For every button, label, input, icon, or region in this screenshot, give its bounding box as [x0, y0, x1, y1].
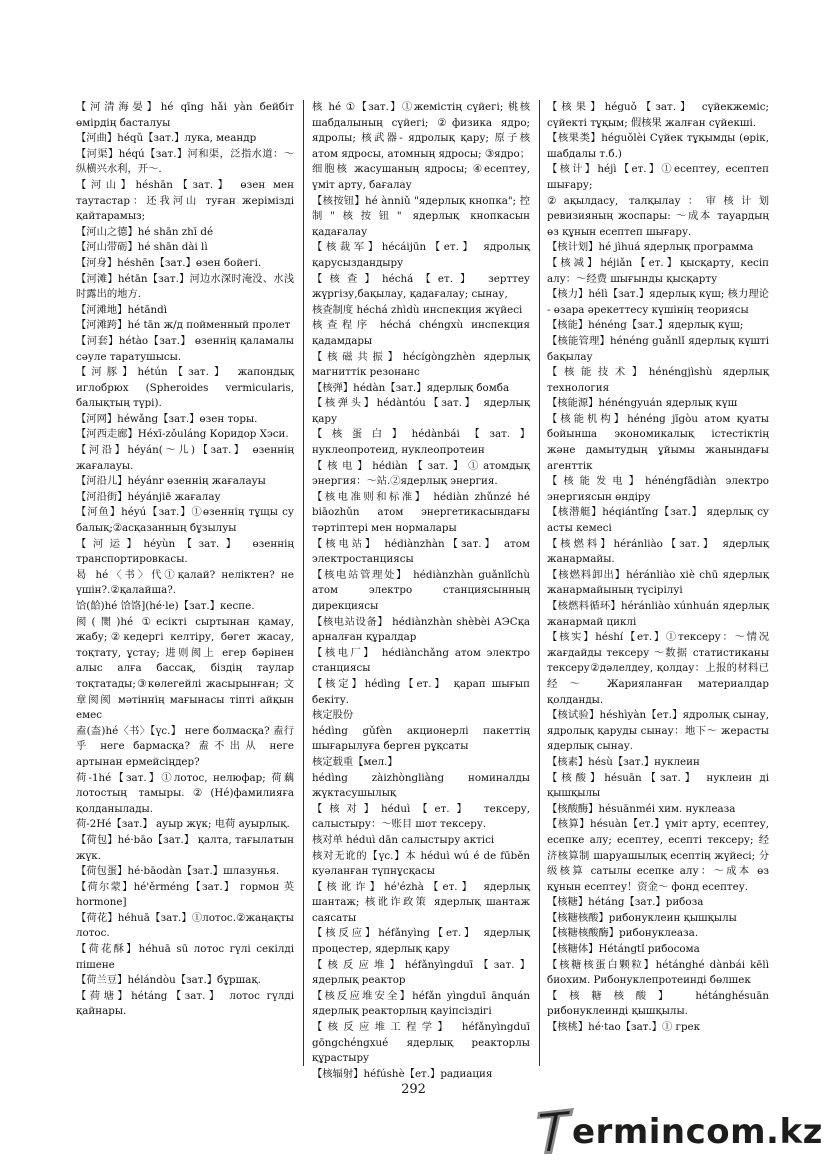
- dictionary-entry: 【核酸酶】hésuānméi хим. нуклеаза: [547, 802, 736, 815]
- dictionary-entry: 【核果类】héguǒlèi Сүйек тұқымды (өрік, шабдалы т.б.): [547, 132, 769, 160]
- dictionary-entry: 【核裁军】hécáijūn【ет.】 ядролық қарусыздандыру: [312, 241, 530, 269]
- dictionary-entry: 【核反应堆工程学】 héfǎnyìngduī gōngchéngxué ядерлық реакторлы құрастыру: [312, 1021, 530, 1065]
- dictionary-entry: 饸(餄)hé 饸饹](hé·le)【зат.】кеспе.: [76, 600, 255, 612]
- dictionary-entry: 阂(閡)hé ①есікті сыртынан қамау, жабу;②кедергі келтіру, бөгет жасау, тоқтату, ұстау; 进则阂上 егер бәрінен алыс алға бассақ, біздің таулар тоқтатады;③көлегейлі жасырынған; 文章阂阂 мәтіннің мағынасы тіпті айқын емес: [76, 615, 294, 722]
- dictionary-entry: 【核计】héjì【ет.】①есептеу, есептеп шығару;: [547, 163, 769, 191]
- dictionary-entry: 曷 hé〈书〉代①қалай? неліктен? не үшін?.②қалайша?.: [76, 568, 294, 597]
- dictionary-entry: 【核果】héguǒ【зат.】 сүйекжеміс; сүйекті тұқым; 假核果 жалған сүйекші.: [547, 101, 769, 129]
- dictionary-entry: 【核弹头】hédàntóu【зат.】 ядерлық қару: [312, 397, 530, 425]
- dictionary-entry: 核 hé ①【зат.】①жемістің сүйегі; 桃核 шабдалының сүйегі; ②физика ядро; ядролы; 核武器- ядролық қару; 原子核 атом ядросы, атомның ядросы; ③ядро；细胞核 жасушаның ядросы; ④есептеу, үміт арту, бағалау: [312, 101, 530, 191]
- dictionary-entry: 【核反应堆安全】héfǎn yìngduī ānquán ядерлық реакторлың қауіпсіздігі: [312, 989, 530, 1018]
- dictionary-entry: 核查制度 héchá zhìdù инспекция жүйесі: [312, 303, 523, 316]
- dictionary-entry: 荷-2Hé【зат.】 ауыр жүк; 电荷 ауырлық.: [76, 818, 290, 831]
- dictionary-entry: 【核电站】 hédiànzhàn【зат.】 атом электростанциясы: [312, 537, 530, 566]
- entry-list: [76, 100, 294, 1020]
- dictionary-entry: 【核减】héjiǎn【ет.】қысқарту, кесіп алу：～经费 шығынды қысқарту: [547, 256, 769, 285]
- dictionary-entry: 【河山之德】hé shān zhī dé: [76, 225, 214, 238]
- dictionary-entry: 【荷包】hé·bāo【зат.】 қалта, тағылатын жүк.: [76, 833, 294, 862]
- column-right: [547, 100, 769, 1068]
- dictionary-entry: 【核能机构】hénéng jīgòu атом қуаты бойынша экономикалық істестіктің және дамытудың ұйымы жанындағы агенттік: [547, 412, 769, 472]
- column-divider: [303, 100, 304, 1066]
- dictionary-entry: 【核燃料卸出】héránliào xiè chū ядерлық жанармайының түсірілуі: [547, 568, 769, 597]
- dictionary-entry: 【核实】héshí【ет.】①тексеру：～情况 жағдайды тексеру ～数据 статистиканы тексеру②дәлелдеу, қолдау：上报的材料已经～ Жарияланған материалдар қолданды.: [547, 631, 769, 706]
- entry-list: [312, 100, 530, 1082]
- dictionary-entry: 【河山】héshān【зат.】 өзен мен таутастар：还我河山 туған жерімізді қайтарамыз;: [76, 178, 294, 223]
- page-number: 292: [401, 1082, 426, 1097]
- dictionary-entry: 核对无讹的【үс.】本 héduì wú é de fūběn куәланған түпнұсқасы: [312, 849, 530, 878]
- dictionary-entry: 【河山带砺】hé shān dài lì: [76, 241, 208, 254]
- dictionary-entry: 核定股份: [312, 709, 354, 722]
- dictionary-entry: 【荷花】héhuā【зат.】①лотос.②жаңақты лотос.: [76, 911, 294, 940]
- dictionary-entry: 【荷尔蒙】hé'ěrméng【зат.】 гормон 英 hormone]: [76, 880, 294, 909]
- dictionary-entry: 【河鱼】héyú【зат.】①өзеннің тұщы су балық;②асқазанның бұзылуы: [76, 506, 294, 535]
- dictionary-entry: 【核计划】hé jìhuá ядерлық программа: [547, 241, 754, 254]
- dictionary-entry: 【核潜艇】héqiántǐng【зат.】 ядерлық су асты кемесі: [547, 506, 769, 535]
- dictionary-entry: hédìng gǔfèn акционерлі пакеттің шығарылуға берген рұқсаты: [312, 724, 530, 753]
- dictionary-entry: 【核燃料循环】héránliào xúnhuán ядерлық жанармай циклі: [547, 600, 769, 628]
- dictionary-entry: 【荷兰豆】hélándòu【зат.】бұршақ.: [76, 974, 261, 987]
- dictionary-entry: 【核糖核酸】 hétánghésuān рибонуклеинді қышқылы.: [547, 989, 769, 1018]
- dictionary-entry: 【核素】hésù【зат.】нуклеин: [547, 755, 700, 768]
- dictionary-entry: 【荷包蛋】hé·bāodàn【зат.】шлазунья.: [76, 865, 280, 878]
- dictionary-entry: 【河滩】hétān【зат.】河边水深时淹没、水浅时露出的地方.: [76, 272, 294, 301]
- dictionary-entry: 【核电准则和标准】 hédiàn zhǔnzé hé biāozhǔn атом энергетикасындағы тәртіптері мен нормалары: [312, 490, 530, 535]
- dictionary-entry: 【核讹诈】hé'ézhà【ет.】 ядерлық шантаж; 核讹诈政策 ядерлық шантаж саясаты: [312, 880, 530, 924]
- dictionary-entry: 【核糖核蛋白颗粒】hétánghé dànbái kēlì биохим. Рибонуклепротеиндi бөлшек: [547, 958, 769, 987]
- dictionary-entry: 【核定】hédìng【ет.】 қарап шығып бекіту.: [312, 677, 530, 706]
- column-left: [76, 100, 294, 1068]
- dictionary-entry: 【核按钮】hé ànniǔ "ядерлық кнопка"; 控制"核按钮" ядерлық кнопкасын қадағалау: [312, 194, 530, 238]
- logo-text: ermincom.kz: [572, 1112, 823, 1152]
- dictionary-entry: 【河曲】héqǔ【зат.】лука, меандр: [76, 132, 257, 145]
- dictionary-entry: 核查程序 héchá chéngxù инспекция қадамдары: [312, 319, 530, 347]
- dictionary-entry: 【河滩地】hétāndì: [76, 303, 168, 316]
- dictionary-entry: 【核试验】héshìyàn【ет.】ядролық сынау, ядролық қаруды сынау：地下～ жерасты ядерлық сынау.: [547, 709, 769, 753]
- dictionary-entry: 【核糖体】Hétángtǐ рибосома: [547, 943, 700, 956]
- dictionary-entry: 【核酸】hésuān【зат.】 нуклеин ді қышқылы: [547, 771, 769, 800]
- dictionary-entry: 【河沿儿】héyánr өзеннің жағалауы: [76, 475, 266, 488]
- dictionary-entry: 【河西走廊】Héxī-zǒuláng Коридор Хэси.: [76, 428, 289, 441]
- dictionary-entry: 【核电厂】 hédiànchǎng атом электро станциясы: [312, 646, 530, 675]
- dictionary-entry: 【核糖核酸酶】рибонуклеаза.: [547, 927, 699, 940]
- column-divider: [539, 100, 540, 1066]
- dictionary-entry: 【核能技术】hénéngjìshù ядерлық технология: [547, 366, 769, 394]
- dictionary-entry: 核定载重【мел.】: [312, 755, 398, 768]
- dictionary-entry: 【核算】hésuàn【ет.】үміт арту, есептеу, есепке алу; есептеу, есепті тексеру; 经济核算制 шаруашылық есептің жүйесі; 分级核算 сатылы есепке алу：～成本 өз құнын есептеу！资金～ фонд есептеу.: [547, 818, 769, 893]
- column-middle: [312, 100, 530, 1080]
- dictionary-entry: 荷-1hé【зат.】①лотос, нелюфар; 荷藕 лотостың тамыры.②(Hé)фамилияға қолданылады.: [76, 771, 294, 815]
- dictionary-entry: 【核反应】héfǎnyìng【ет.】 ядерлық процестер, ядерлық қару: [312, 927, 530, 956]
- dictionary-entry: 【核电站设备】 hédiànzhàn shèbèi АЭСқа арналған құралдар: [312, 615, 530, 644]
- dictionary-entry: hédìng zàizhòngliàng номиналды жүктасушылық: [312, 771, 530, 800]
- dictionary-entry: 【河滩跨】hé tān ж/д пойменный пролет: [76, 319, 291, 332]
- dictionary-entry: 【核查】héchá【ет.】 зерттеу жүргізу,бақылау, қадағалау; сынау,: [312, 272, 530, 301]
- dictionary-entry: 【核力】hélì【зат.】ядерлық күш; 核力理论 - өзара әрекеттесу күшінің теориясы: [547, 288, 769, 316]
- dictionary-entry: 盍(盇)hé〈书〉【үс.】 неге болмасқа? 盍行乎 неге бармасқа? 盍不出从 неге артынан ермейсіңдер?: [76, 724, 294, 768]
- dictionary-entry: 【河套】hétào【зат.】 өзеннің қаламалы сәуле таратушысы.: [76, 334, 294, 363]
- dictionary-entry: 【荷花酥】héhuā sū лотос гүлі секілді пішене: [76, 943, 294, 971]
- dictionary-entry: 【核糖】hétáng【зат.】рибоза: [547, 896, 704, 909]
- dictionary-entry: 【河清海晏】hé qīng hǎi yàn бейбіт өмірдің басталуы: [76, 101, 294, 129]
- dictionary-entry: 【核电站管理处】 hédiànzhàn guǎnlǐchù атом электро станциясынның дирекциясы: [312, 568, 530, 612]
- dictionary-entry: 【核弹】hédàn【зат.】ядерлық бомба: [312, 381, 510, 394]
- dictionary-entry: 【核电】hédiàn【зат.】①атомдық энергия：～站.②ядерлық энергия.: [312, 459, 530, 488]
- dictionary-entry: 【核能】hénéng【зат.】ядерлық күш;: [547, 319, 744, 332]
- dictionary-entry: 【核磁共振】hécígòngzhèn ядерлық магниттік резонанс: [312, 350, 530, 379]
- dictionary-entry: 【核反应堆】héfǎnyìngduī【зат.】 ядерлық реактор: [312, 958, 530, 987]
- dictionary-entry: 【河运】héyùn【зат.】 өзеннің транспортировкасы.: [76, 537, 294, 566]
- entry-list: [547, 100, 769, 1036]
- dictionary-entry: 【河沿】héyán(～儿)【зат.】 өзеннің жағалауы.: [76, 444, 294, 472]
- dictionary-entry: 【河网】héwǎng【зат.】өзен торы.: [76, 412, 258, 425]
- termincom-logo: [536, 1106, 823, 1156]
- dictionary-entry: 【核对】héduì【ет.】 тексеру, салыстыру：～账目 шот тексеру.: [312, 802, 530, 831]
- dictionary-entry: 【河身】héshēn【зат.】өзен бойегі.: [76, 256, 262, 269]
- dictionary-entry: 【核蛋白】hédànbái【зат.】 нуклеопротеид, нуклеопротеин: [312, 428, 530, 457]
- dictionary-entry: 【核糖核酸】рибонуклеин қышқылы: [547, 911, 737, 924]
- dictionary-entry: 【核能发电】hénéngfādiàn электро энергиясын өндіру: [547, 475, 769, 503]
- dictionary-entry: 【核辐射】héfúshè【ет.】радиация: [312, 1067, 493, 1080]
- dictionary-entry: 【河渠】héqú【зат.】河和渠，泛指水道：～纵横兴水利，开～.: [76, 147, 294, 176]
- dictionary-entry: 【核燃料】héránliào【зат.】 ядерлық жанармайы.: [547, 537, 769, 566]
- dictionary-entry: 【核能源】hénéngyuán ядерлық күш: [547, 397, 738, 410]
- dictionary-entry: 核对单 héduì dān салыстыру актісі: [312, 833, 495, 846]
- dictionary-entry: 【河沿街】héyánjiē жағалау: [76, 490, 221, 503]
- dictionary-entry: ②ақылдасу, талқылау：审核计划 ревизияның жоспары: ～成本 тауардың өз құнын есептеп шығару.: [547, 194, 769, 238]
- dictionary-entry: 【核能管理】hénéng guǎnlǐ ядерлық күшті бақылау: [547, 334, 769, 363]
- dictionary-entry: 【荷塘】hétáng【зат.】 лотос гүлді қайнары.: [76, 989, 294, 1018]
- logo-t-mark: [536, 1106, 576, 1156]
- dictionary-entry: 【河豚】hétún【зат.】 жапондық иглобрюх (Spheroides vermicularis, балықтың түрі).: [76, 366, 294, 410]
- dictionary-entry: 【核桃】hé·tao【зат.】① грек: [547, 1021, 701, 1034]
